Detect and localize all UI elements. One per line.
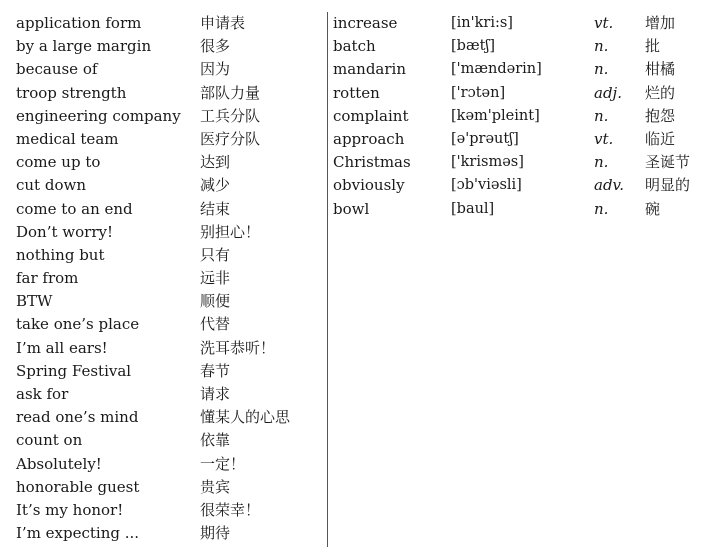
phrase-english: take one’s place: [16, 315, 140, 334]
phrase-chinese: 洗耳恭听！: [200, 338, 276, 357]
phrase-row: [16, 290, 321, 313]
phrase-row: [16, 406, 321, 429]
phrase-chinese: 远非: [200, 269, 231, 288]
vocab-row: [333, 12, 703, 35]
vocab-word: increase: [333, 14, 398, 32]
vocab-phonetic: [ɔb'viəsli]: [451, 177, 522, 194]
phrase-row: [16, 383, 321, 406]
phrase-chinese: 很荣幸！: [200, 500, 261, 519]
vocab-row: [333, 105, 703, 128]
phrase-english: far from: [16, 269, 79, 288]
vocab-row: [333, 58, 703, 81]
vocab-part-of-speech: n.: [594, 60, 609, 79]
phrase-row: [16, 58, 321, 81]
phrase-english: read one’s mind: [16, 408, 139, 427]
phrase-row: [16, 429, 321, 452]
phrase-chinese: 医疗分队: [200, 129, 261, 148]
phrase-english: by a large margin: [16, 37, 152, 56]
phrase-chinese: 贵宾: [200, 477, 231, 496]
vocab-part-of-speech: n.: [594, 37, 609, 56]
phrase-row: [16, 174, 321, 197]
phrase-list: [16, 12, 321, 545]
phrase-english: Spring Festival: [16, 361, 132, 380]
vocab-chinese: 增加: [645, 14, 676, 32]
phrase-english: ask for: [16, 385, 69, 403]
phrase-english: BTW: [16, 292, 53, 311]
vocab-part-of-speech: adj.: [594, 83, 622, 102]
phrase-english: because of: [16, 60, 98, 79]
phrase-row: [16, 522, 321, 545]
vocab-chinese: 明显的: [645, 176, 691, 195]
phrase-row: [16, 453, 321, 476]
phrase-english: It’s my honor!: [16, 500, 124, 519]
phrase-row: [16, 499, 321, 522]
vocab-word: mandarin: [333, 60, 407, 79]
phrase-chinese: 请求: [200, 385, 231, 403]
phrase-chinese: 顺便: [200, 292, 231, 311]
vocab-row: [333, 128, 703, 151]
vocab-part-of-speech: n.: [594, 199, 609, 218]
phrase-chinese: 春节: [200, 361, 231, 380]
phrase-chinese: 代替: [200, 315, 231, 334]
phrase-row: [16, 360, 321, 383]
phrase-row: [16, 82, 321, 105]
vocab-chinese: 临近: [645, 129, 676, 148]
phrase-chinese: 期待: [200, 524, 231, 543]
vocab-phonetic: ['krisməs]: [451, 154, 524, 171]
phrase-row: [16, 105, 321, 128]
phrase-english: engineering company: [16, 106, 181, 125]
vocab-phonetic: [ə'prəutʃ]: [451, 130, 519, 147]
vocab-part-of-speech: adv.: [594, 176, 625, 195]
phrase-chinese: 申请表: [200, 14, 246, 32]
vocab-word: complaint: [333, 106, 409, 125]
phrase-row: [16, 151, 321, 174]
vocab-chinese: 柑橘: [645, 60, 676, 79]
vocab-row: [333, 82, 703, 105]
phrase-row: [16, 198, 321, 221]
phrase-english: troop strength: [16, 83, 127, 102]
vocab-word: Christmas: [333, 153, 411, 172]
vocab-phonetic: ['rɔtən]: [451, 84, 506, 101]
phrase-chinese: 达到: [200, 153, 231, 172]
vocab-word: approach: [333, 129, 405, 148]
phrase-chinese: 别担心！: [200, 222, 261, 241]
vocab-chinese: 圣诞节: [645, 153, 691, 172]
vocab-chinese: 批: [645, 37, 661, 56]
vocab-phonetic: ['mændərin]: [451, 61, 542, 78]
phrase-row: [16, 267, 321, 290]
phrase-english: honorable guest: [16, 477, 140, 496]
vocab-part-of-speech: n.: [594, 106, 609, 125]
vocab-row: [333, 198, 703, 221]
phrase-english: count on: [16, 431, 83, 450]
vocab-word: rotten: [333, 83, 380, 102]
vocab-row: [333, 35, 703, 58]
phrase-english: medical team: [16, 129, 119, 148]
vocab-chinese: 抱怨: [645, 106, 676, 125]
vocab-chinese: 碗: [645, 199, 661, 218]
phrase-chinese: 结束: [200, 199, 231, 218]
phrase-chinese: 因为: [200, 60, 231, 79]
vocab-phonetic: [baul]: [451, 200, 495, 217]
vocab-word: bowl: [333, 199, 370, 218]
phrase-chinese: 一定！: [200, 454, 246, 473]
phrase-english: I’m expecting ...: [16, 524, 140, 543]
phrase-row: [16, 244, 321, 267]
phrase-chinese: 懂某人的心思: [200, 408, 291, 427]
phrase-row: [16, 128, 321, 151]
phrase-chinese: 依靠: [200, 431, 231, 450]
vocab-row: [333, 174, 703, 197]
column-divider: [327, 12, 328, 547]
vocab-phonetic: [kəm'pleint]: [451, 107, 540, 124]
vocab-chinese: 烂的: [645, 83, 676, 102]
phrase-english: Absolutely!: [16, 454, 102, 473]
phrase-row: [16, 337, 321, 360]
phrase-english: come to an end: [16, 199, 133, 218]
phrase-english: I’m all ears!: [16, 338, 108, 357]
phrase-english: Don’t worry!: [16, 222, 113, 241]
phrase-row: [16, 12, 321, 35]
phrase-chinese: 很多: [200, 37, 231, 56]
phrase-chinese: 工兵分队: [200, 106, 261, 125]
phrase-row: [16, 476, 321, 499]
phrase-english: come up to: [16, 153, 101, 172]
vocab-row: [333, 151, 703, 174]
phrase-english: cut down: [16, 176, 86, 195]
phrase-row: [16, 35, 321, 58]
vocab-phonetic: [in'kri:s]: [451, 15, 513, 31]
phrase-chinese: 部队力量: [200, 83, 261, 102]
vocab-part-of-speech: n.: [594, 153, 609, 172]
vocab-word: obviously: [333, 176, 405, 195]
vocab-phonetic: [bætʃ]: [451, 38, 495, 55]
vocab-word: batch: [333, 37, 376, 56]
vocabulary-list: [333, 12, 703, 221]
phrase-chinese: 减少: [200, 176, 231, 195]
phrase-row: [16, 221, 321, 244]
phrase-english: application form: [16, 14, 142, 32]
phrase-row: [16, 313, 321, 336]
vocab-part-of-speech: vt.: [594, 14, 614, 32]
phrase-chinese: 只有: [200, 245, 231, 264]
phrase-english: nothing but: [16, 245, 105, 264]
vocab-part-of-speech: vt.: [594, 129, 614, 148]
